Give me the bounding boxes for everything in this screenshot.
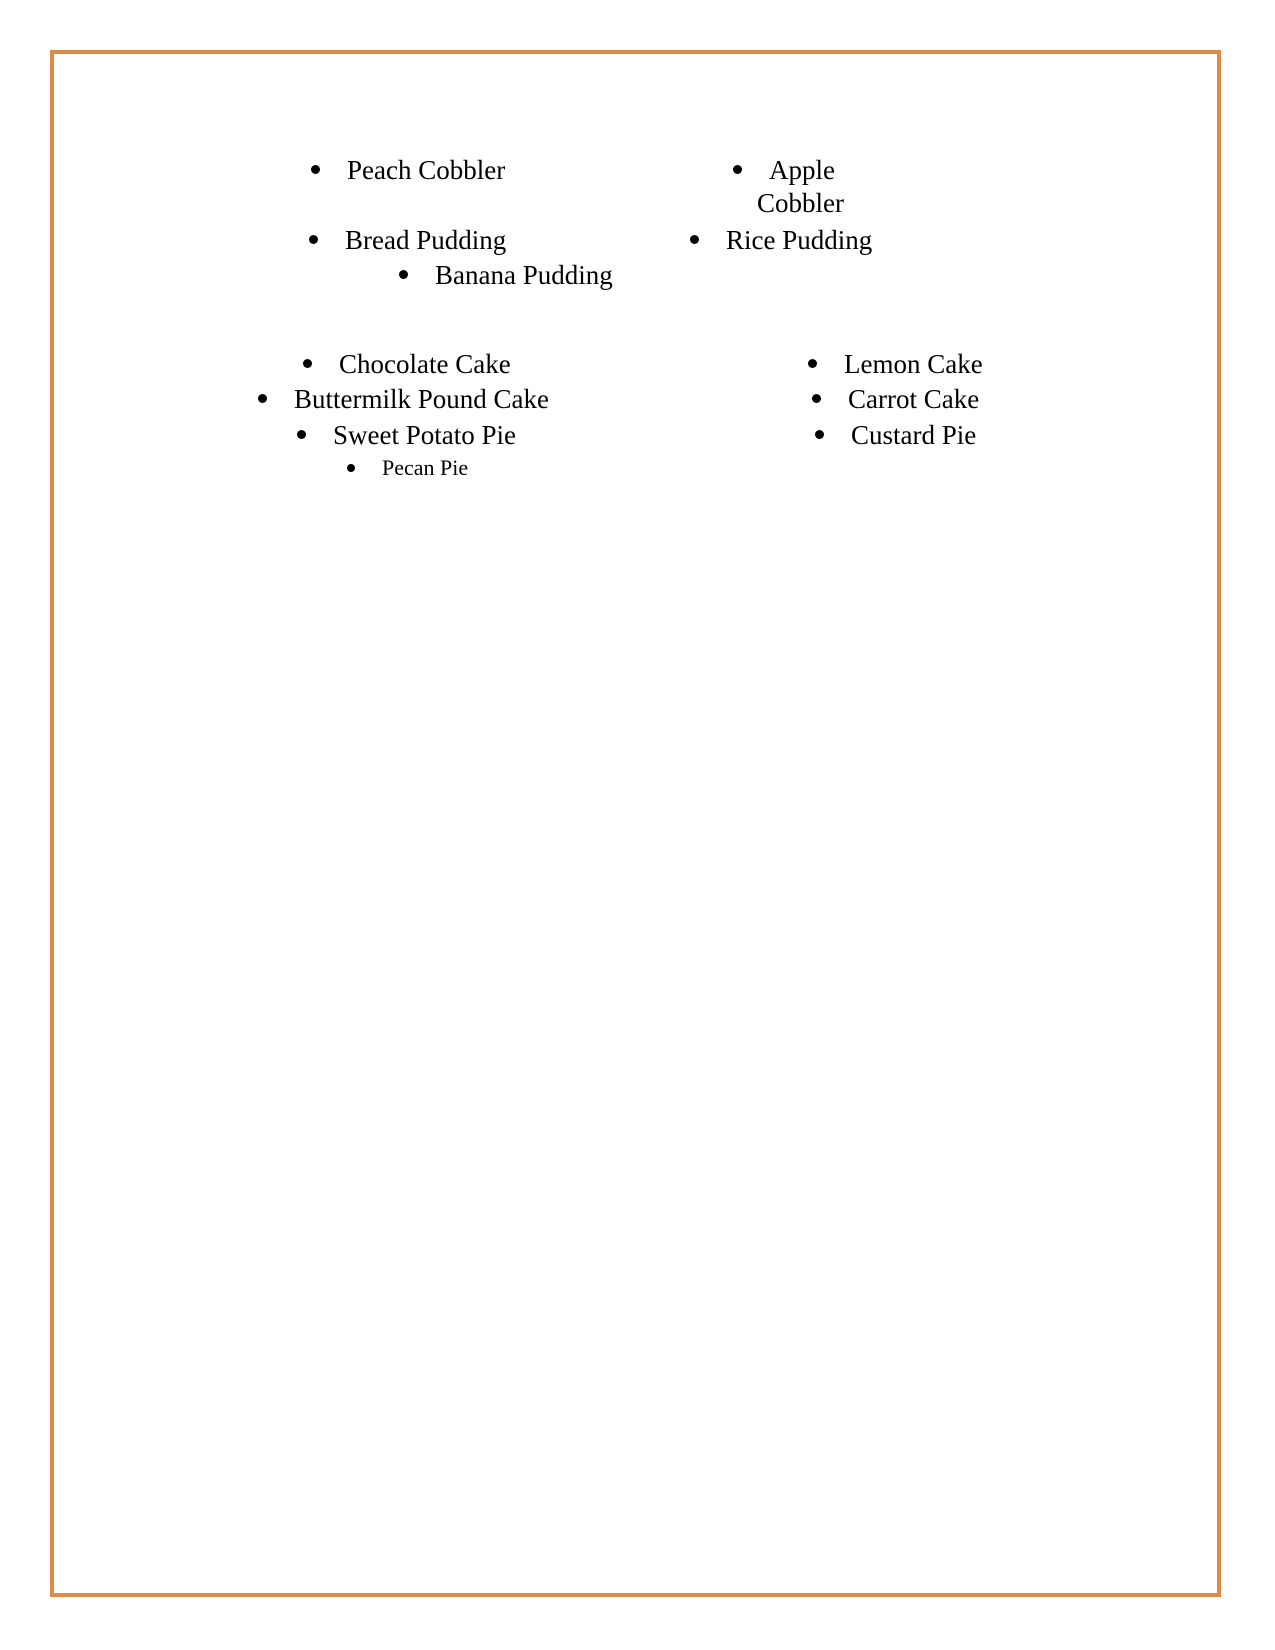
item-label-line-1: Apple: [769, 155, 835, 185]
page-border: [50, 50, 1221, 1597]
item-label: Sweet Potato Pie: [333, 420, 516, 450]
item-label: Custard Pie: [851, 420, 977, 450]
bullet-icon: [303, 359, 312, 368]
item-label: Banana Pudding: [435, 260, 613, 290]
bullet-icon: [690, 235, 699, 244]
item-label: Rice Pudding: [726, 225, 873, 255]
bullet-icon: [812, 394, 821, 403]
bullet-icon: [808, 359, 817, 368]
bullet-icon: [347, 464, 355, 472]
bullet-icon: [311, 165, 320, 174]
item-label: Lemon Cake: [844, 349, 983, 379]
bullet-icon: [733, 165, 742, 174]
item-label: Carrot Cake: [848, 384, 980, 414]
item-label: Peach Cobbler: [347, 155, 506, 185]
item-label: Pecan Pie: [382, 455, 469, 480]
item-label: Bread Pudding: [345, 225, 507, 255]
item-label: Chocolate Cake: [339, 349, 511, 379]
bullet-icon: [297, 430, 306, 439]
item-label: Buttermilk Pound Cake: [294, 384, 549, 414]
bullet-icon: [258, 394, 267, 403]
bullet-icon: [309, 235, 318, 244]
bullet-icon: [815, 430, 824, 439]
bullet-icon: [399, 270, 408, 279]
item-label-line-2: Cobbler: [757, 188, 844, 218]
